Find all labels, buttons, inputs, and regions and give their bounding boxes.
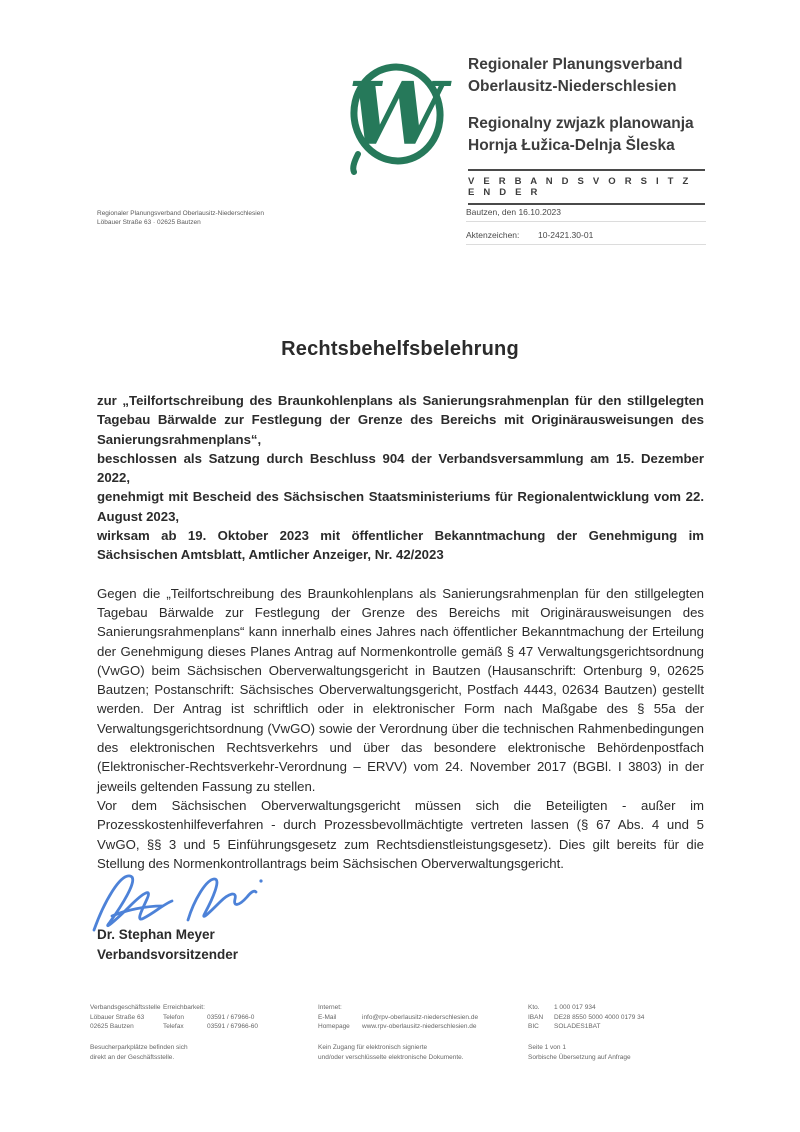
body-paragraph: Vor dem Sächsischen Oberverwaltungsgericht müssen sich die Beteiligten - außer im Prozesskostenhilfeverfahren - durch Prozessbevollmächtigte vertreten lassen (§ 67 Abs. 4 und 5 VwGO, §§ 3 und 5 Einführungsgesetz zum Rechtsdienstleistungsgesetz). Dies gilt bereits für die Stellung des Normenkontrollantrags beim Sächsischen Oberverwaltungsgericht. <box>97 797 704 871</box>
footer-value: www.rpv-oberlausitz-niederschlesien.de <box>362 1023 477 1030</box>
intro-block <box>97 391 704 565</box>
page-number: Seite 1 von 1 <box>528 1044 566 1051</box>
file-ref-row <box>466 230 706 245</box>
footer-label: Kto. <box>528 1004 540 1011</box>
footer-phone-column <box>163 1003 258 1032</box>
footer-label: BIC <box>528 1023 539 1030</box>
footer-line: 02625 Bautzen <box>90 1023 134 1030</box>
footer-line: Löbauer Straße 63 <box>90 1013 145 1021</box>
footer-value: SOLADES1BAT <box>554 1023 601 1030</box>
date-row <box>466 207 706 222</box>
file-ref-label: Aktenzeichen: <box>466 230 520 240</box>
footer-value: 03591 / 67966-0 <box>207 1013 255 1021</box>
footer-line: und/oder verschlüsselte elektronische Dokumente. <box>318 1053 464 1061</box>
footer-note-electronic <box>318 1043 464 1062</box>
footer-line: Erreichbarkeit: <box>163 1004 205 1011</box>
footer-bank-column <box>528 1003 644 1032</box>
footer-line: Verbandsgeschäftsstelle <box>90 1004 161 1011</box>
footer-value: info@rpv-oberlausitz-niederschlesien.de <box>362 1013 479 1021</box>
footer-label: IBAN <box>528 1013 544 1021</box>
footer-label: Homepage <box>318 1023 350 1030</box>
intro-paragraph: zur „Teilfortschreibung des Braunkohlenplans als Sanierungsrahmenplan für den stillgelegten Tagebau Bärwalde zur Festlegung der Grenze des Bereichs mit Originärausweisungen des Sanierungsrahmenplans“, <box>97 393 704 447</box>
document-body <box>97 391 704 873</box>
svg-text:W: W <box>348 64 445 165</box>
org-name-hsb-2: Hornja Łužica-Delnja Šleska <box>468 137 675 154</box>
file-ref-value: 10-2421.30-01 <box>538 230 594 240</box>
planungsverband-logo-icon <box>340 50 456 176</box>
signatory-role: Verbandsvorsitzender <box>97 947 239 962</box>
sender-line-2: Löbauer Straße 63 · 02625 Bautzen <box>97 219 201 226</box>
footer-line: Besucherparkplätze befinden sich <box>90 1044 188 1051</box>
footer-address-column <box>90 1003 160 1032</box>
footer-value: 03591 / 67966-60 <box>207 1023 258 1030</box>
main-text-block <box>97 584 704 873</box>
footer-line: Sorbische Übersetzung auf Anfrage <box>528 1053 631 1061</box>
footer-label: Telefon <box>163 1013 184 1021</box>
footer-value: DE28 8550 5000 4000 0179 34 <box>554 1013 645 1021</box>
place-date: Bautzen, den 16.10.2023 <box>466 207 561 217</box>
intro-paragraph: wirksam ab 19. Oktober 2023 mit öffentlicher Bekanntmachung der Genehmigung im Sächsischen Amtsblatt, Amtlicher Anzeiger, Nr. 42/2023 <box>97 528 704 563</box>
footer-line: direkt an der Geschäftsstelle. <box>90 1053 175 1061</box>
sender-address <box>97 209 264 227</box>
footer-value: 1 000 017 934 <box>554 1004 596 1011</box>
meta-block <box>466 207 706 253</box>
org-name-block <box>468 54 718 157</box>
footer-internet-column <box>318 1003 478 1032</box>
footer-note-page <box>528 1043 631 1062</box>
intro-paragraph: beschlossen als Satzung durch Beschluss 904 der Verbandsversammlung am 15. Dezember 2022, <box>97 450 704 486</box>
signatory-block <box>97 925 238 965</box>
footer-note-parking <box>90 1043 188 1062</box>
org-name-hsb-1: Regionalny zwjazk planowanja <box>468 115 694 132</box>
role-banner: V E R B A N D S V O R S I T Z E N D E R <box>468 169 705 205</box>
intro-paragraph: genehmigt mit Bescheid des Sächsischen Staatsministeriums für Regionalentwicklung vom 22. August 2023, <box>97 489 704 524</box>
page-title: Rechtsbehelfsbelehrung <box>281 338 519 360</box>
footer-label: E-Mail <box>318 1013 337 1021</box>
footer-line: Internet: <box>318 1004 342 1011</box>
footer-label: Telefax <box>163 1023 184 1030</box>
footer-line: Kein Zugang für elektronisch signierte <box>318 1044 428 1051</box>
signatory-name: Dr. Stephan Meyer <box>97 927 215 942</box>
body-paragraph: Gegen die „Teilfortschreibung des Braunkohlenplans als Sanierungsrahmenplan für den stillgelegten Tagebau Bärwalde zur Festlegung der Grenze des Bereichs mit Originärausweisungen des Sanierungsrahmenplans“ kann innerhalb eines Jahres nach öffentlicher Bekanntmachung der Erteilung der Genehmigung dieses Planes Antrag auf Normenkontrolle gemäß § 47 Verwaltungsgerichtsordnung (VwGO) beim Sächsischen Oberverwaltungsgericht in Bautzen (Hausanschrift: Ortenburg 9, 02625 Bautzen; Postanschrift: Sächsisches Oberverwaltungsgericht, Postfach 4443, 02634 Bautzen) gestellt werden. Der Antrag ist schriftlich oder in elektronischer Form nach Maßgabe des § 55a der Verwaltungsgerichtsordnung (VwGO) sowie der Verordnung über die technischen Rahmenbedingungen des elektronischen Rechtsverkehrs und über das besondere elektronische Behördenpostfach (Elektronischer-Rechtsverkehr-Verordnung – ERVV) vom 24. November 2017 (BGBl. I 3803) in der jeweils geltenden Fassung zu stellen. <box>97 585 704 794</box>
org-name-de-2: Oberlausitz-Niederschlesien <box>468 78 677 95</box>
sender-line-1: Regionaler Planungsverband Oberlausitz-Niederschlesien <box>97 210 264 217</box>
org-name-de-1: Regionaler Planungsverband <box>468 56 683 73</box>
